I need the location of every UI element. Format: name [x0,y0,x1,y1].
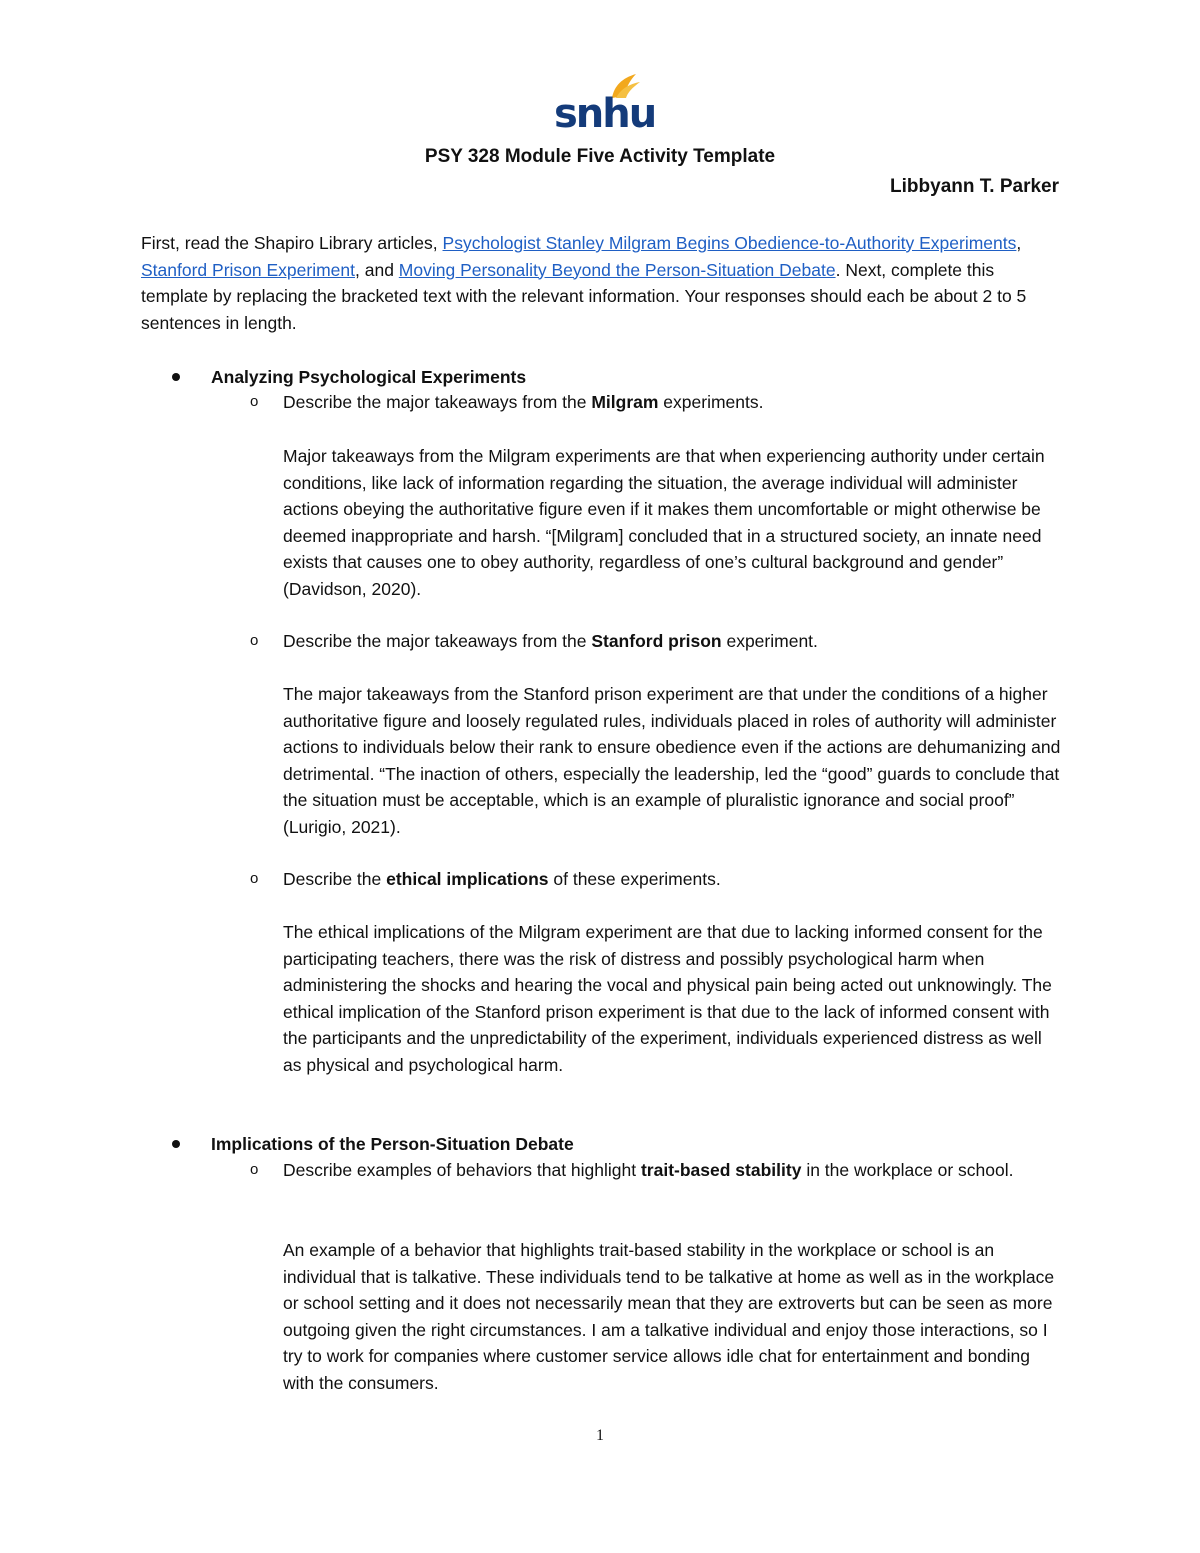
bullet-icon [172,373,180,381]
answer-ethics: The ethical implications of the Milgram experiment are that due to lacking informed consent for the participating teachers, there was the risk of distress and possibly psychological harm when administering the shocks and hearing the vocal and physical pain being acted out unknowingly. The ethical implication of the Stanford prison experiment is that due to the lack of informed consent with the participants and the unpredictability of the experiment, individuals experienced distress as well as physical and psychological harm. [283,922,1052,1075]
sub-bullet-icon: o [250,870,259,887]
snhu-logo [554,70,654,136]
link-milgram-article[interactable]: Psychologist Stanley Milgram Begins Obedience-to-Authority Experiments [442,233,1017,253]
sub-bullet-icon: o [250,632,259,649]
logo-wordmark: snhu [554,91,656,137]
question-text: Describe the ethical implications of these experiments. [283,869,721,889]
page-number: 1 [596,1427,604,1444]
intro-paragraph [141,230,1061,336]
sub-bullet-icon: o [250,1161,259,1178]
question-text: Describe the major takeaways from the Stanford prison experiment. [283,631,818,651]
question-text: Describe examples of behaviors that highlight trait-based stability in the workplace or school. [283,1160,1014,1180]
link-stanford-article[interactable]: Stanford Prison Experiment [141,259,355,280]
question-text: Describe the major takeaways from the Milgram experiments. [283,392,764,412]
intro-sep-2: , and [355,259,399,280]
sub-bullet-icon: o [250,393,259,410]
answer-stanford: The major takeaways from the Stanford prison experiment are that under the conditions of a higher authoritative figure and loosely regulated rules, individuals placed in roles of authority will administer actions to individuals below their rank to ensure obedience even if the actions are dehumanizing and detrimental. “The inaction of others, especially the leadership, led the “good” guards to conclude that the situation must be acceptable, which is an example of pluralistic ignorance and social proof” (Lurigio, 2021). [283,684,1061,837]
link-person-situation-article[interactable]: Moving Personality Beyond the Person-Situation Debate [398,259,836,280]
page-title: PSY 328 Module Five Activity Template [424,146,776,167]
answer-trait-stability: An example of a behavior that highlights trait-based stability in the workplace or school is an individual that is talkative. These individuals tend to be talkative at home as well as in the workplace or school setting and it does not necessarily mean that they are extroverts but can be seen as more outgoing given the right circumstances. I am a talkative individual and enjoy those interactions, so I try to work for companies where customer service allows idle chat for entertainment and bonding with the consumers. [283,1240,1055,1393]
bullet-icon [172,1140,180,1148]
section-heading-label: Implications of the Person-Situation Debate [211,1134,574,1154]
author-name: Libbyann T. Parker [890,176,1059,197]
section-heading-label: Analyzing Psychological Experiments [211,367,527,387]
intro-text-after: . Next, complete this template by replacing the bracketed text with the relevant information. Your responses should each be about 2 to 5 sentences in length. [141,259,1027,333]
answer-milgram: Major takeaways from the Milgram experiments are that when experiencing authority under certain conditions, like lack of information regarding the situation, the average individual will administer actions obeying the authoritative figure even if it makes them uncomfortable or might otherwise be deemed inappropriate and harsh. “[Milgram] concluded that in a structured society, an innate need exists that causes one to obey authority, regardless of one’s cultural background and gender” (Davidson, 2020). [283,446,1045,599]
intro-text-before: First, read the Shapiro Library articles, [141,233,443,253]
intro-sep-1: , [1016,233,1022,253]
